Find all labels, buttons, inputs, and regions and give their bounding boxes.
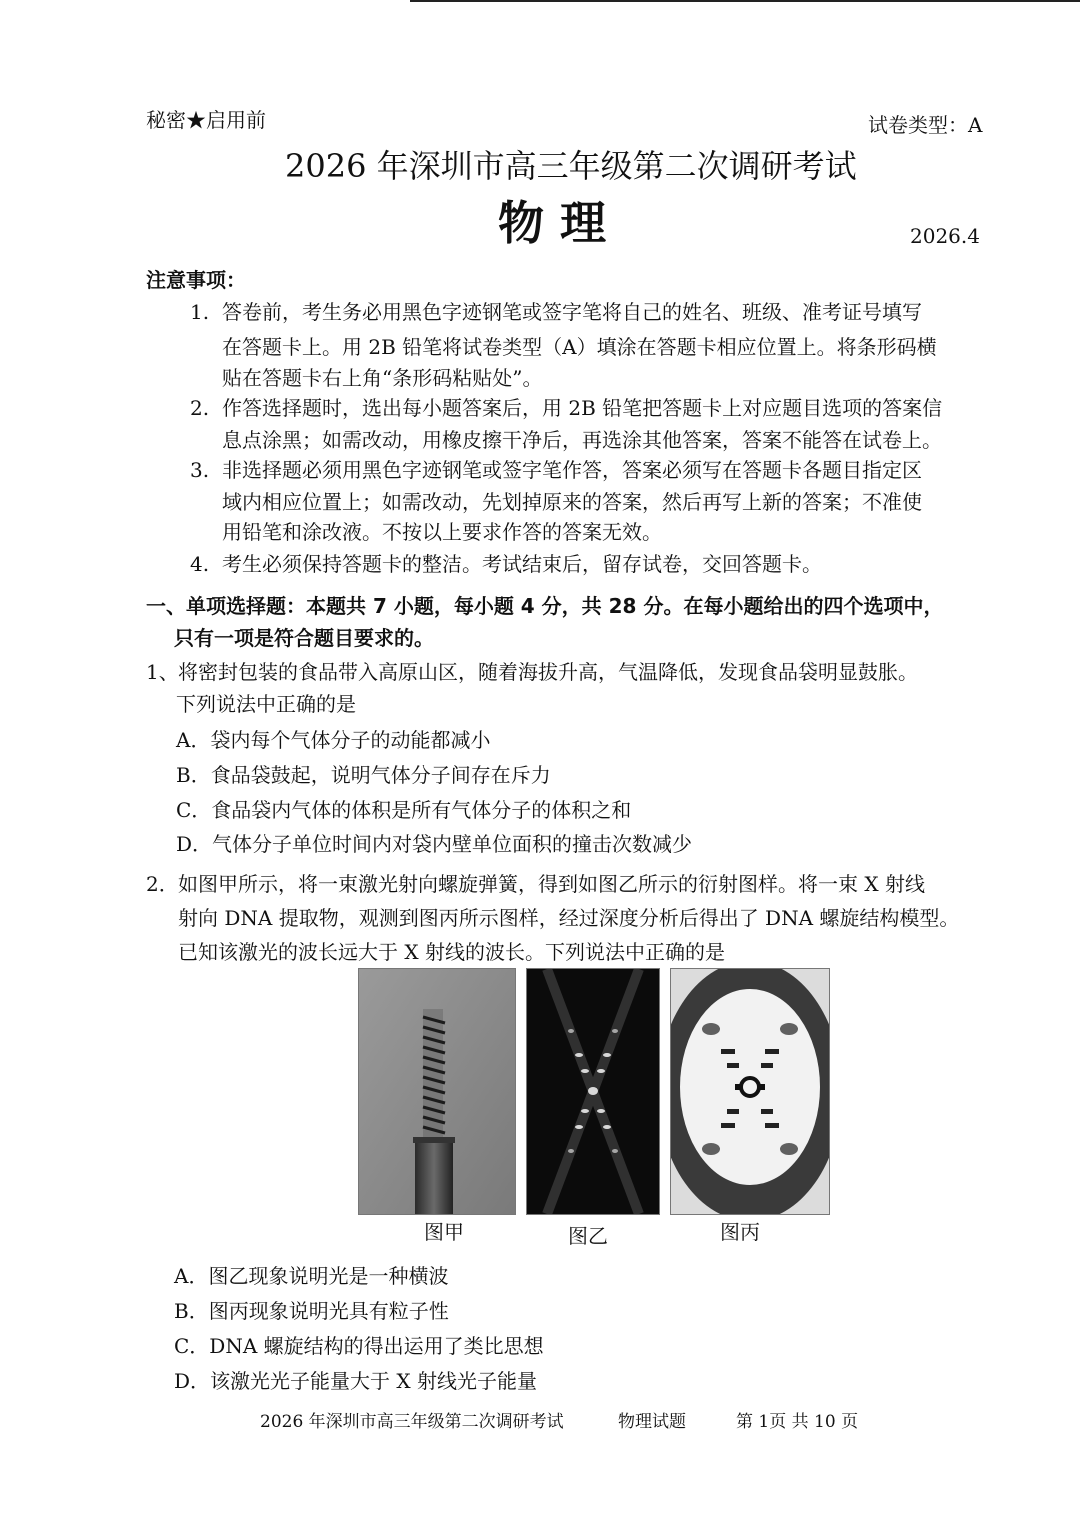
question-number: 2． (146, 872, 179, 896)
option-b: B．食品袋鼓起，说明气体分子间存在斥力 (176, 763, 551, 787)
figure-caption-bing: 图丙 (720, 1220, 760, 1244)
figure-jia-spring-photo (358, 968, 516, 1215)
option-d: D．气体分子单位时间内对袋内壁单位面积的撞击次数减少 (176, 832, 693, 856)
footer-subject: 物理试题 (618, 1412, 686, 1432)
footer-exam-name: 2026 年深圳市高三年级第二次调研考试 (260, 1412, 564, 1432)
exam-date: 2026.4 (910, 224, 980, 248)
question-text: 射向 DNA 提取物，观测到图丙所示图样，经过深度分析后得出了 DNA 螺旋结构模型。 (178, 906, 960, 930)
note-line: 在答题卡上。用 2B 铅笔将试卷类型（A）填涂在答题卡相应位置上。将条形码横 (222, 335, 937, 359)
figure-bing-xray-pattern (670, 968, 830, 1215)
question-text: 将密封包装的食品带入高原山区，随着海拔升高，气温降低，发现食品袋明显鼓胀。 (178, 660, 918, 684)
confidential-label: 秘密★启用前 (146, 108, 266, 132)
option-b: B．图丙现象说明光具有粒子性 (174, 1299, 449, 1323)
question-text: 如图甲所示，将一束激光射向螺旋弹簧，得到如图乙所示的衍射图样。将一束 X 射线 (178, 872, 925, 896)
option-c: C．DNA 螺旋结构的得出运用了类比思想 (174, 1334, 544, 1358)
note-number: 4. (190, 552, 210, 576)
paper-type-label: 试卷类型：A (868, 113, 983, 137)
note-line: 用铅笔和涂改液。不按以上要求作答的答案无效。 (222, 520, 662, 544)
note-number: 1. (190, 300, 210, 324)
notes-heading: 注意事项： (146, 268, 246, 292)
note-line: 贴在答题卡右上角“条形码粘贴处”。 (222, 366, 543, 390)
subject-title: 物 理 (498, 196, 607, 250)
note-line: 作答选择题时，选出每小题答案后，用 2B 铅笔把答题卡上对应题目选项的答案信 (222, 396, 943, 420)
option-c: C．食品袋内气体的体积是所有气体分子的体积之和 (176, 798, 632, 822)
footer-page-number: 第 1页 共 10 页 (736, 1412, 859, 1432)
note-line: 非选择题必须用黑色字迹钢笔或签字笔作答，答案必须写在答题卡各题目指定区 (222, 458, 922, 482)
note-line: 答卷前，考生务必用黑色字迹钢笔或签字笔将自己的姓名、班级、准考证号填写 (222, 300, 922, 324)
figure-caption-yi: 图乙 (568, 1224, 608, 1248)
note-line: 域内相应位置上；如需改动，先划掉原来的答案，然后再写上新的答案；不准使 (222, 490, 922, 514)
question-text: 已知该激光的波长远大于 X 射线的波长。下列说法中正确的是 (178, 940, 725, 964)
option-a: A．袋内每个气体分子的动能都减小 (176, 728, 491, 752)
question-number: 1、 (146, 660, 179, 684)
note-line: 息点涂黑；如需改动，用橡皮擦干净后，再选涂其他答案，答案不能答在试卷上。 (222, 428, 942, 452)
option-d: D．该激光光子能量大于 X 射线光子能量 (174, 1369, 537, 1393)
section-heading-cont: 只有一项是符合题目要求的。 (174, 626, 434, 650)
section-heading: 一、单项选择题：本题共 7 小题，每小题 4 分，共 28 分。在每小题给出的四个选项中， (146, 594, 944, 618)
note-line: 考生必须保持答题卡的整洁。考试结束后，留存试卷，交回答题卡。 (222, 552, 822, 576)
note-number: 2. (190, 396, 210, 420)
figure-yi-diffraction-pattern (526, 968, 660, 1215)
note-number: 3. (190, 458, 210, 482)
scan-edge-line (410, 0, 1080, 2)
question-text: 下列说法中正确的是 (176, 692, 356, 716)
exam-title: 2026 年深圳市高三年级第二次调研考试 (285, 147, 857, 185)
option-a: A．图乙现象说明光是一种横波 (174, 1264, 449, 1288)
figure-caption-jia: 图甲 (424, 1220, 464, 1244)
